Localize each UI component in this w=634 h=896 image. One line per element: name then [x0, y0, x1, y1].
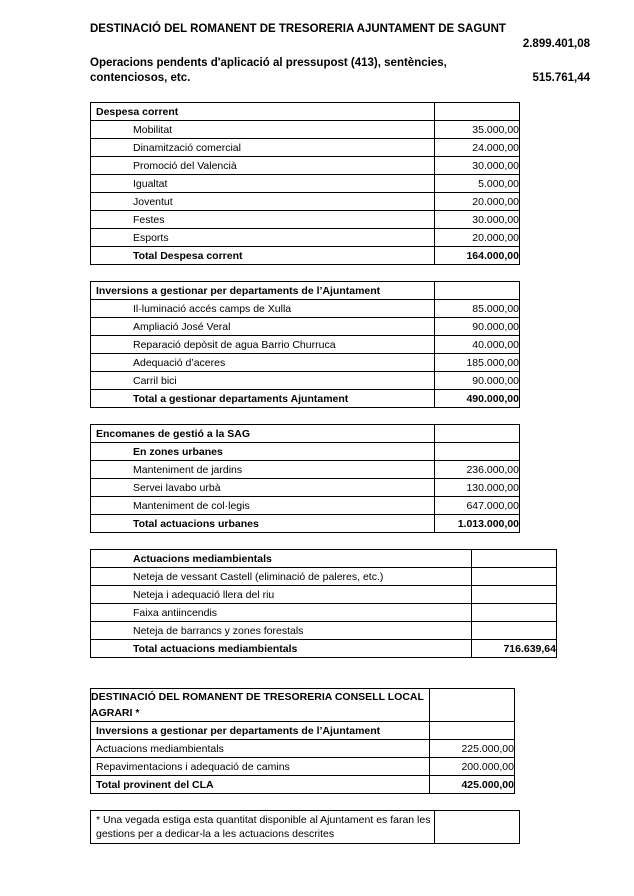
section-heading-amount	[435, 103, 520, 121]
section-heading-amount	[430, 722, 515, 740]
footnote-text: * Una vegada estiga esta quantitat disponible al Ajuntament es faran les gestions per a dedicar-la a les actuacions descrites	[91, 811, 435, 844]
table-row	[91, 300, 520, 318]
row-amount	[472, 622, 557, 640]
section-heading-amount	[435, 425, 520, 443]
table-row	[91, 336, 520, 354]
table-row	[91, 354, 520, 372]
table-row-total	[91, 390, 520, 408]
row-amount: 236.000,00	[435, 461, 520, 479]
total-amount: 716.639,64	[472, 640, 557, 658]
table-row-heading	[91, 722, 515, 740]
row-amount	[472, 586, 557, 604]
table-row-heading	[91, 425, 520, 443]
row-label: Manteniment de col·legis	[91, 497, 435, 515]
row-label: Mobilitat	[91, 121, 435, 139]
row-label: Dinamització comercial	[91, 139, 435, 157]
table-row-heading	[91, 550, 557, 568]
total-label: Total actuacions mediambientals	[91, 640, 472, 658]
row-label: Carril bici	[91, 372, 435, 390]
row-amount: 20.000,00	[435, 229, 520, 247]
table-inversions-ajuntament	[90, 281, 520, 408]
row-label: Repavimentacions i adequació de camins	[91, 758, 430, 776]
row-amount: 130.000,00	[435, 479, 520, 497]
row-label: Promoció del Valencià	[91, 157, 435, 175]
row-label: Il·luminació accés camps de Xulla	[91, 300, 435, 318]
row-label: Neteja de barrancs y zones forestals	[91, 622, 472, 640]
table-row	[91, 758, 515, 776]
table-row	[91, 175, 520, 193]
table-row-heading	[91, 103, 520, 121]
section-spacer	[90, 658, 514, 672]
row-amount: 40.000,00	[435, 336, 520, 354]
row-amount	[472, 568, 557, 586]
document-title-amount: 2.899.401,08	[522, 38, 590, 50]
section-heading-amount	[435, 282, 520, 300]
table-consell-local-agrari	[90, 688, 515, 794]
row-label: Actuacions mediambientals	[91, 740, 430, 758]
row-amount: 185.000,00	[435, 354, 520, 372]
table-actuacions-mediambientals	[90, 549, 557, 658]
table-row-subheading	[91, 443, 520, 461]
row-label: Igualtat	[91, 175, 435, 193]
table-row-total	[91, 640, 557, 658]
table-row	[91, 318, 520, 336]
row-label: Joventut	[91, 193, 435, 211]
table-row	[91, 497, 520, 515]
row-label: Esports	[91, 229, 435, 247]
table-row	[91, 479, 520, 497]
document-subtitle	[90, 56, 590, 86]
cla-title: DESTINACIÓ DEL ROMANENT DE TRESORERIA CONSELL LOCAL AGRARI *	[91, 689, 430, 722]
row-amount: 90.000,00	[435, 318, 520, 336]
row-amount: 30.000,00	[435, 211, 520, 229]
row-label: Faixa antiincendis	[91, 604, 472, 622]
table-row-total	[91, 776, 515, 794]
section-subheading-amount	[435, 443, 520, 461]
table-row	[91, 121, 520, 139]
table-row-total	[91, 247, 520, 265]
document-title	[90, 22, 590, 50]
row-amount: 30.000,00	[435, 157, 520, 175]
row-amount: 85.000,00	[435, 300, 520, 318]
table-row	[91, 604, 557, 622]
table-row-title	[91, 689, 515, 722]
table-row-total	[91, 515, 520, 533]
row-label: Adequació d’aceres	[91, 354, 435, 372]
row-label: Manteniment de jardins	[91, 461, 435, 479]
table-row	[91, 211, 520, 229]
row-amount: 647.000,00	[435, 497, 520, 515]
section-heading: Despesa corrent	[91, 103, 435, 121]
table-despesa-corrent	[90, 102, 520, 265]
section-subheading: En zones urbanes	[91, 443, 435, 461]
section-heading: Inversions a gestionar per departaments de l’Ajuntament	[91, 722, 430, 740]
section-heading: Encomanes de gestió a la SAG	[91, 425, 435, 443]
total-label: Total actuacions urbanes	[91, 515, 435, 533]
total-amount: 490.000,00	[435, 390, 520, 408]
table-row	[91, 461, 520, 479]
row-label: Neteja de vessant Castell (eliminació de paleres, etc.)	[91, 568, 472, 586]
table-row	[91, 622, 557, 640]
total-amount: 1.013.000,00	[435, 515, 520, 533]
row-label: Festes	[91, 211, 435, 229]
row-label: Ampliació José Veral	[91, 318, 435, 336]
total-label: Total a gestionar departaments Ajuntament	[91, 390, 435, 408]
row-amount: 5.000,00	[435, 175, 520, 193]
document-subtitle-text: Operacions pendents d'aplicació al pressupost (413), sentències, contenciosos, etc.	[90, 57, 447, 84]
row-amount: 35.000,00	[435, 121, 520, 139]
section-heading: Inversions a gestionar per departaments de l’Ajuntament	[91, 282, 435, 300]
table-row	[91, 229, 520, 247]
total-label: Total provinent del CLA	[91, 776, 430, 794]
table-row	[91, 568, 557, 586]
row-amount	[472, 604, 557, 622]
section-heading: Actuacions mediambientals	[91, 550, 472, 568]
row-amount: 200.000,00	[430, 758, 515, 776]
section-heading-amount	[472, 550, 557, 568]
row-amount: 20.000,00	[435, 193, 520, 211]
row-label: Reparació depòsit de agua Barrio Churruca	[91, 336, 435, 354]
table-row	[91, 193, 520, 211]
total-label: Total Despesa corrent	[91, 247, 435, 265]
table-row	[91, 157, 520, 175]
total-amount: 425.000,00	[430, 776, 515, 794]
row-label: Servei lavabo urbà	[91, 479, 435, 497]
document-subtitle-amount: 515.761,44	[532, 72, 590, 84]
table-row-heading	[91, 282, 520, 300]
table-row	[91, 586, 557, 604]
row-label: Neteja i adequació llera del riu	[91, 586, 472, 604]
row-amount: 225.000,00	[430, 740, 515, 758]
total-amount: 164.000,00	[435, 247, 520, 265]
table-row	[91, 740, 515, 758]
document-title-text: DESTINACIÓ DEL ROMANENT DE TRESORERIA AJUNTAMENT DE SAGUNT	[90, 23, 506, 35]
table-row	[91, 139, 520, 157]
table-row-footnote	[91, 811, 520, 844]
row-amount: 90.000,00	[435, 372, 520, 390]
table-encomanes-sag	[90, 424, 520, 533]
table-footnote	[90, 810, 520, 844]
row-amount: 24.000,00	[435, 139, 520, 157]
table-row	[91, 372, 520, 390]
cla-title-amount	[430, 689, 515, 722]
footnote-amount	[435, 811, 520, 844]
